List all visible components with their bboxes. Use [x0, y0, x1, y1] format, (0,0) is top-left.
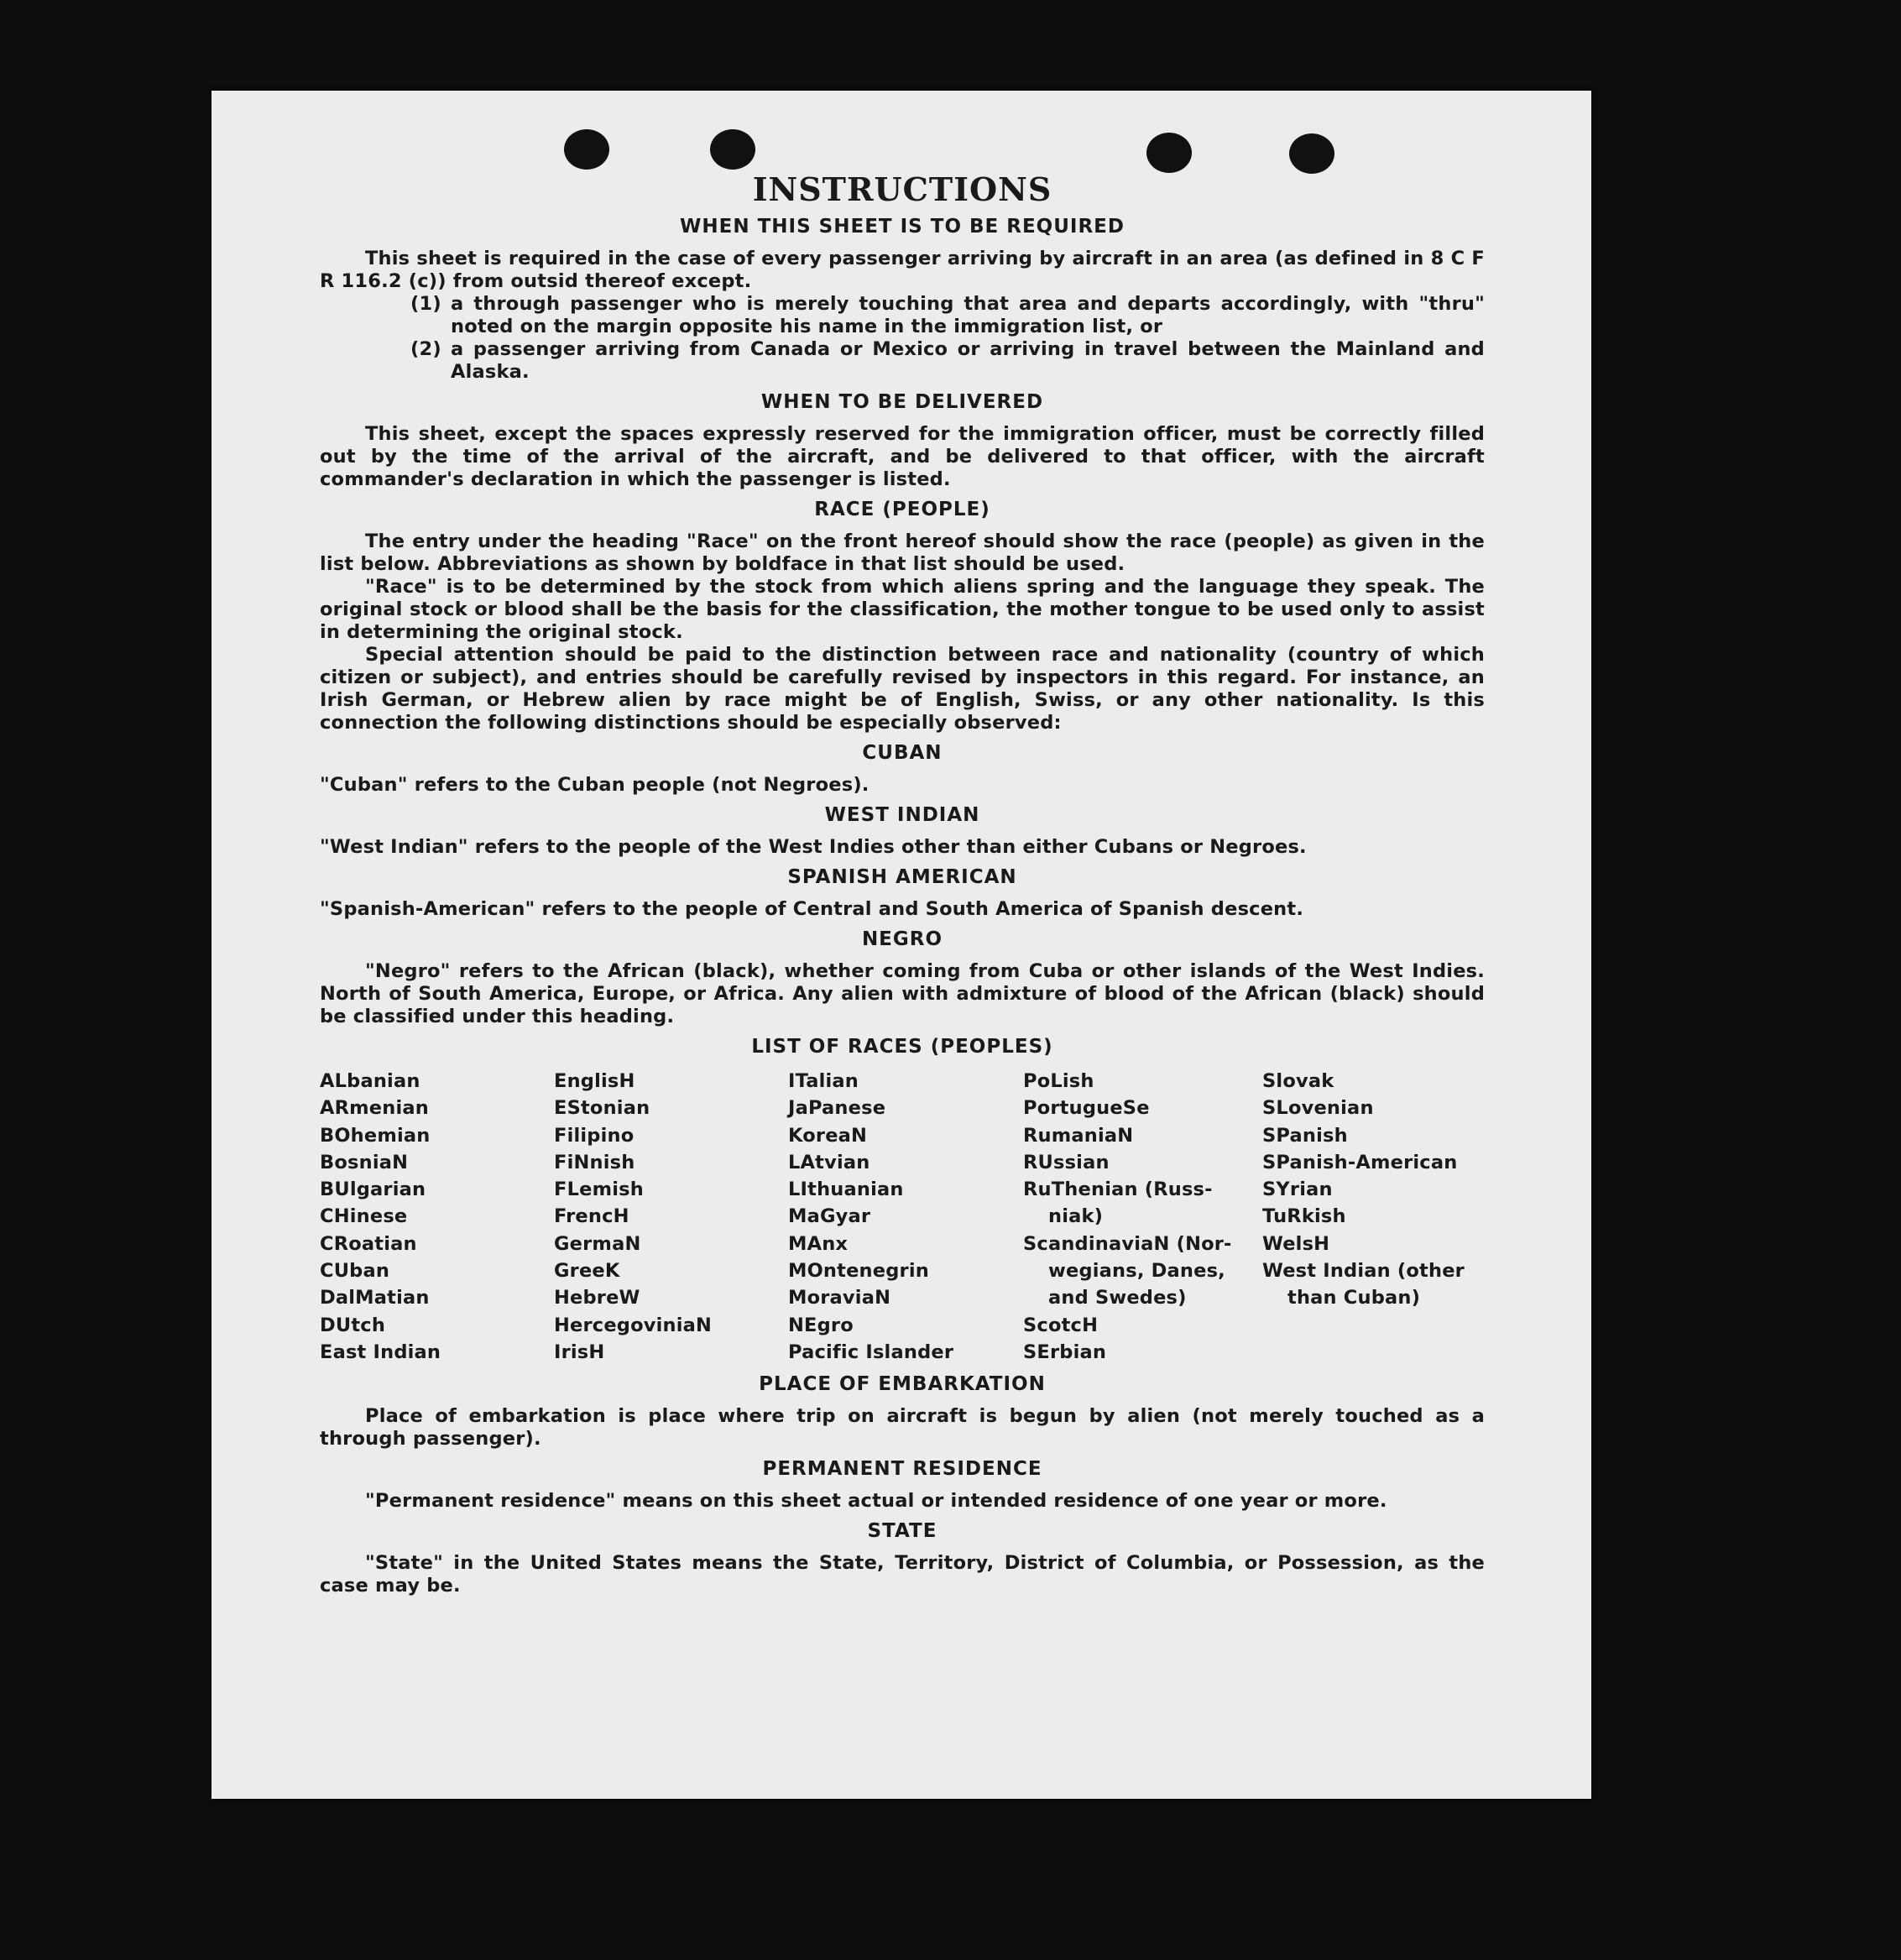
race-entry: LIthuanian [788, 1179, 904, 1201]
list-text: a passenger arriving from Canada or Mexico or arriving in travel between the Mainland and Alaska. [451, 338, 1485, 383]
spanish-american-text: "Spanish-American" refers to the people of Central and South America of Spanish descent. [320, 898, 1304, 920]
heading-race: RACE (PEOPLE) [814, 499, 990, 520]
race-entry: ARmenian [320, 1097, 429, 1120]
races-column [788, 1068, 1023, 1366]
heading-west-indian: WEST INDIAN [824, 804, 980, 826]
race-entry: HercegoviniaN [554, 1314, 713, 1336]
punch-hole [564, 129, 609, 170]
race-entry: West Indian (other [1262, 1260, 1465, 1283]
race-entry: MaGyar [788, 1205, 871, 1228]
race-entry: Slovak [1262, 1070, 1334, 1092]
race-entry: LAtvian [788, 1151, 870, 1173]
heading-state: STATE [867, 1520, 937, 1543]
list-item [410, 293, 1485, 338]
heading-when-required: WHEN THIS SHEET IS TO BE REQUIRED [680, 216, 1125, 238]
race-paragraph: "Race" is to be determined by the stock from which aliens spring and the language they speak. The original stock or blood shall be the basis for the classification, the mother tongue to be used only to assist in determining the original stock. [320, 576, 1485, 643]
embarkation-text: Place of embarkation is place where trip on aircraft is begun by alien (not merely touched as a through passenger). [320, 1405, 1485, 1450]
negro-text: "Negro" refers to the African (black), whether coming from Cuba or other islands of the West Indies. North of South America, Europe, or Africa. Any alien with admixture of blood of the African (black) should be classified under this heading. [320, 960, 1485, 1027]
race-entry: JaPanese [788, 1097, 886, 1120]
race-entry: EnglisH [554, 1070, 635, 1092]
race-entry: wegians, Danes, [1048, 1260, 1225, 1283]
race-entry: EStonian [554, 1097, 650, 1120]
race-entry: ALbanian [320, 1070, 420, 1092]
race-entry: and Swedes) [1048, 1287, 1187, 1309]
race-entry: Filipino [554, 1124, 635, 1147]
race-entry: RUssian [1023, 1151, 1110, 1173]
race-entry: KoreaN [788, 1124, 868, 1147]
race-entry: NEgro [788, 1314, 854, 1336]
race-entry: DUtch [320, 1314, 386, 1336]
race-entry: SLovenian [1262, 1097, 1374, 1120]
race-entry: RumaniaN [1023, 1124, 1134, 1147]
document-sheet [212, 91, 1591, 1799]
race-entry: SPanish-American [1262, 1151, 1458, 1173]
heading-spanish-american: SPANISH AMERICAN [787, 866, 1017, 888]
race-entry: CRoatian [320, 1232, 417, 1255]
when-delivered-text: This sheet, except the spaces expressly reserved for the immigration officer, must be correctly filled out by the time of the arrival of the aircraft, and be delivered to that officer, with the aircraft commander's declaration in which the passenger is listed. [320, 423, 1485, 490]
race-entry: RuThenian (Russ- [1023, 1179, 1213, 1201]
heading-cuban: CUBAN [862, 742, 943, 764]
race-entry: SYrian [1262, 1179, 1333, 1201]
race-entry: TuRkish [1262, 1205, 1346, 1228]
races-column [320, 1068, 554, 1366]
race-entry: East Indian [320, 1341, 441, 1363]
race-entry: MOntenegrin [788, 1260, 929, 1283]
punch-hole [710, 129, 755, 170]
race-entry: HebreW [554, 1287, 640, 1309]
page-title: INSTRUCTIONS [752, 170, 1052, 208]
race-entry: BOhemian [320, 1124, 431, 1147]
document-content [320, 171, 1485, 1597]
race-entry: WelsH [1262, 1232, 1330, 1255]
race-entry: GreeK [554, 1260, 620, 1283]
race-entry: SErbian [1023, 1341, 1107, 1363]
list-number: (2) [410, 338, 441, 360]
heading-list-of-races: LIST OF RACES (PEOPLES) [751, 1036, 1053, 1058]
race-entry: ITalian [788, 1070, 859, 1092]
race-entry: CHinese [320, 1205, 408, 1228]
race-entry: DalMatian [320, 1287, 430, 1309]
race-entry: niak) [1048, 1205, 1104, 1228]
races-column [554, 1068, 788, 1366]
race-entry: PoLish [1023, 1070, 1094, 1092]
list-item [410, 338, 1485, 384]
punch-hole [1146, 133, 1192, 173]
list-text: a through passenger who is merely touching that area and departs accordingly, with "thru" noted on the margin opposite his name in the immigration list, or [451, 293, 1485, 337]
list-number: (1) [410, 293, 441, 315]
race-entry: FLemish [554, 1179, 644, 1201]
race-entry: SPanish [1262, 1124, 1348, 1147]
race-paragraph: Special attention should be paid to the distinction between race and nationality (country of which citizen or subject), and entries should be carefully revised by inspectors in this regard. For instance, an Irish German, or Hebrew alien by race might be of English, Swiss, or any other nationality. Is this connection the following distinctions should be especially observed: [320, 644, 1485, 734]
race-entry: MoraviaN [788, 1287, 891, 1309]
heading-when-delivered: WHEN TO BE DELIVERED [760, 391, 1044, 413]
race-entry: PortugueSe [1023, 1097, 1150, 1120]
race-entry: than Cuban) [1287, 1287, 1421, 1309]
when-required-intro: This sheet is required in the case of every passenger arriving by aircraft in an area (as defined in 8 C F R 116.2 (c)) from outsid thereof except. [320, 248, 1485, 292]
race-entry: MAnx [788, 1232, 849, 1255]
heading-negro: NEGRO [861, 928, 943, 950]
race-entry: BUlgarian [320, 1179, 426, 1201]
west-indian-text: "West Indian" refers to the people of the West Indies other than either Cubans or Negroes. [320, 836, 1307, 858]
cuban-text: "Cuban" refers to the Cuban people (not Negroes). [320, 774, 870, 796]
race-entry: ScandinaviaN (Nor- [1023, 1232, 1232, 1255]
races-column [1023, 1068, 1262, 1366]
race-entry: ScotcH [1023, 1314, 1099, 1336]
race-entry: FrencH [554, 1205, 629, 1228]
races-list [320, 1068, 1485, 1366]
heading-embarkation: PLACE OF EMBARKATION [759, 1373, 1046, 1396]
state-text: "State" in the United States means the State, Territory, District of Columbia, or Possession, as the case may be. [320, 1552, 1485, 1597]
races-column [1262, 1068, 1485, 1366]
race-entry: CUban [320, 1260, 390, 1283]
race-entry: GermaN [554, 1232, 641, 1255]
race-entry: Pacific Islander [788, 1341, 954, 1363]
residence-text: "Permanent residence" means on this sheet actual or intended residence of one year or more. [365, 1490, 1387, 1513]
punch-hole [1289, 133, 1334, 174]
race-entry: IrisH [554, 1341, 605, 1363]
race-entry: BosniaN [320, 1151, 409, 1173]
race-paragraph: The entry under the heading "Race" on the front hereof should show the race (people) as given in the list below. Abbreviations as shown by boldface in that list should be used. [320, 531, 1485, 575]
heading-residence: PERMANENT RESIDENCE [762, 1458, 1042, 1481]
race-entry: FiNnish [554, 1151, 635, 1173]
